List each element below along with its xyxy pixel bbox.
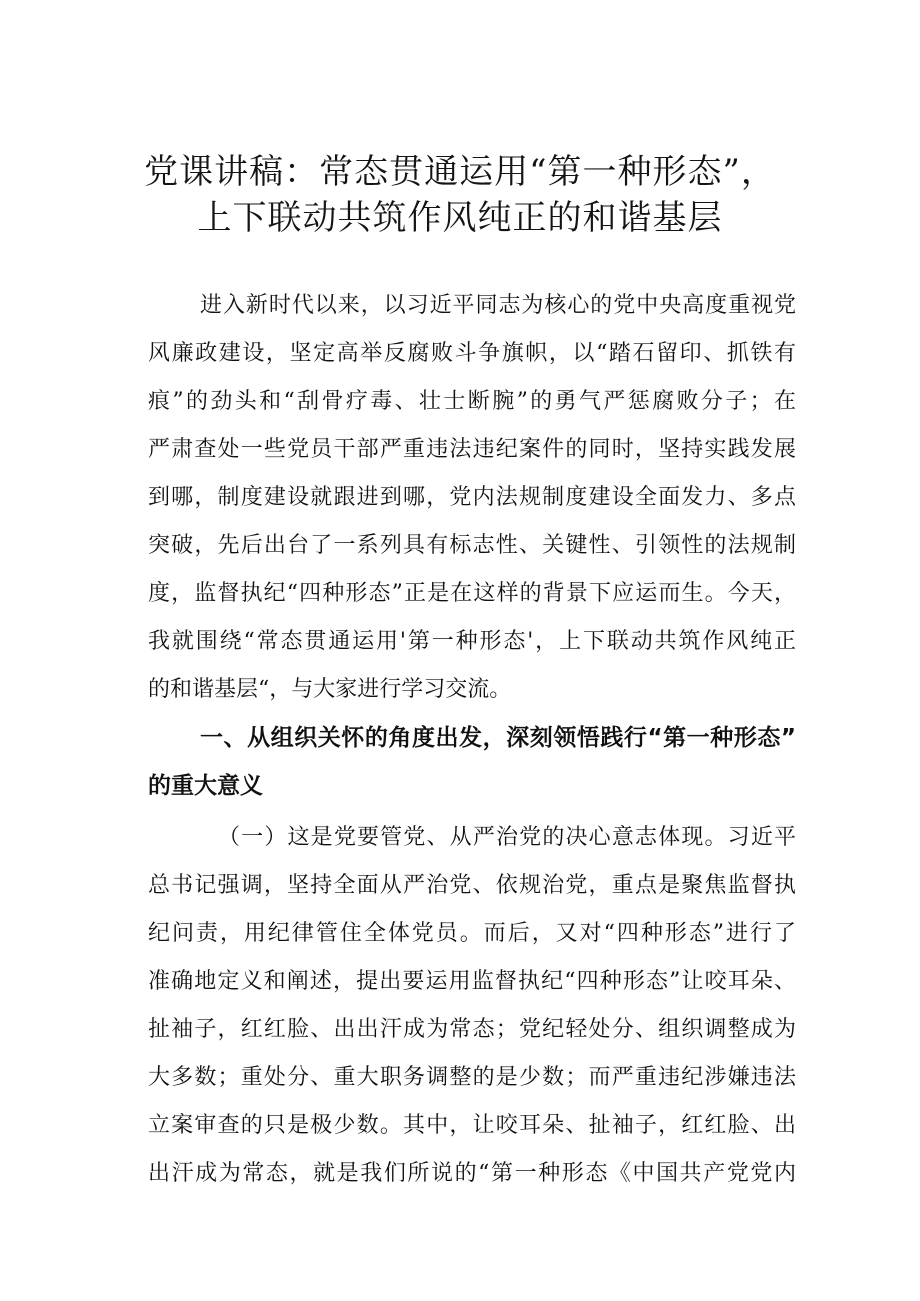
section-heading-line: 一、从组织关怀的角度出发，深刻领悟践行“第一种形态” <box>200 725 796 751</box>
paragraph-1-line: 进入新时代以来，以习近平同志为核心的党中央高度重视党 <box>200 293 796 318</box>
paragraph-2-line: （一）这是党要管党、从严治党的决心意志体现。习近平 <box>218 825 796 850</box>
paragraph-2-line: 立案审查的只是极少数。其中，让咬耳朵、扯袖子，红红脸、出 <box>148 1113 796 1138</box>
paragraph-1-line: 我就围绕“常态贯通运用'第一种形态'，上下联动共筑作风纯正 <box>148 629 796 654</box>
section-heading-line: 的重大意义 <box>148 773 263 799</box>
paragraph-1-line: 突破，先后出台了一系列具有标志性、关键性、引领性的法规制 <box>148 533 796 558</box>
document-title-line-2: 上下联动共筑作风纯正的和谐基层 <box>197 198 723 238</box>
paragraph-2-line: 出汗成为常态，就是我们所说的“第一种形态《中国共产党党内 <box>148 1161 796 1186</box>
paragraph-1-line: 严肃查处一些党员干部严重违法违纪案件的同时，坚持实践发展 <box>148 437 796 462</box>
paragraph-2-line: 纪问责，用纪律管住全体党员。而后，又对“四种形态”进行了 <box>148 921 796 946</box>
paragraph-2-line: 准确地定义和阐述，提出要运用监督执纪“四种形态”让咬耳朵、 <box>148 969 796 994</box>
paragraph-1-line: 到哪，制度建设就跟进到哪，党内法规制度建设全面发力、多点 <box>148 485 796 510</box>
paragraph-1-line: 痕”的劲头和“刮骨疗毒、壮士断腕”的勇气严惩腐败分子；在 <box>148 389 796 414</box>
paragraph-1-line: 的和谐基层“，与大家进行学习交流。 <box>148 677 512 702</box>
paragraph-1-line: 度，监督执纪“四种形态”正是在这样的背景下应运而生。今天， <box>148 581 796 606</box>
document-title-line-1: 党课讲稿：常态贯通运用“第一种形态”， <box>144 152 776 192</box>
paragraph-2-line: 扯袖子，红红脸、出出汗成为常态；党纪轻处分、组织调整成为 <box>148 1017 796 1042</box>
paragraph-2-line: 大多数；重处分、重大职务调整的是少数；而严重违纪涉嫌违法 <box>148 1065 796 1090</box>
paragraph-1-line: 风廉政建设，坚定高举反腐败斗争旗帜，以“踏石留印、抓铁有 <box>148 341 796 366</box>
paragraph-2-line: 总书记强调，坚持全面从严治党、依规治党，重点是聚焦监督执 <box>148 873 796 898</box>
